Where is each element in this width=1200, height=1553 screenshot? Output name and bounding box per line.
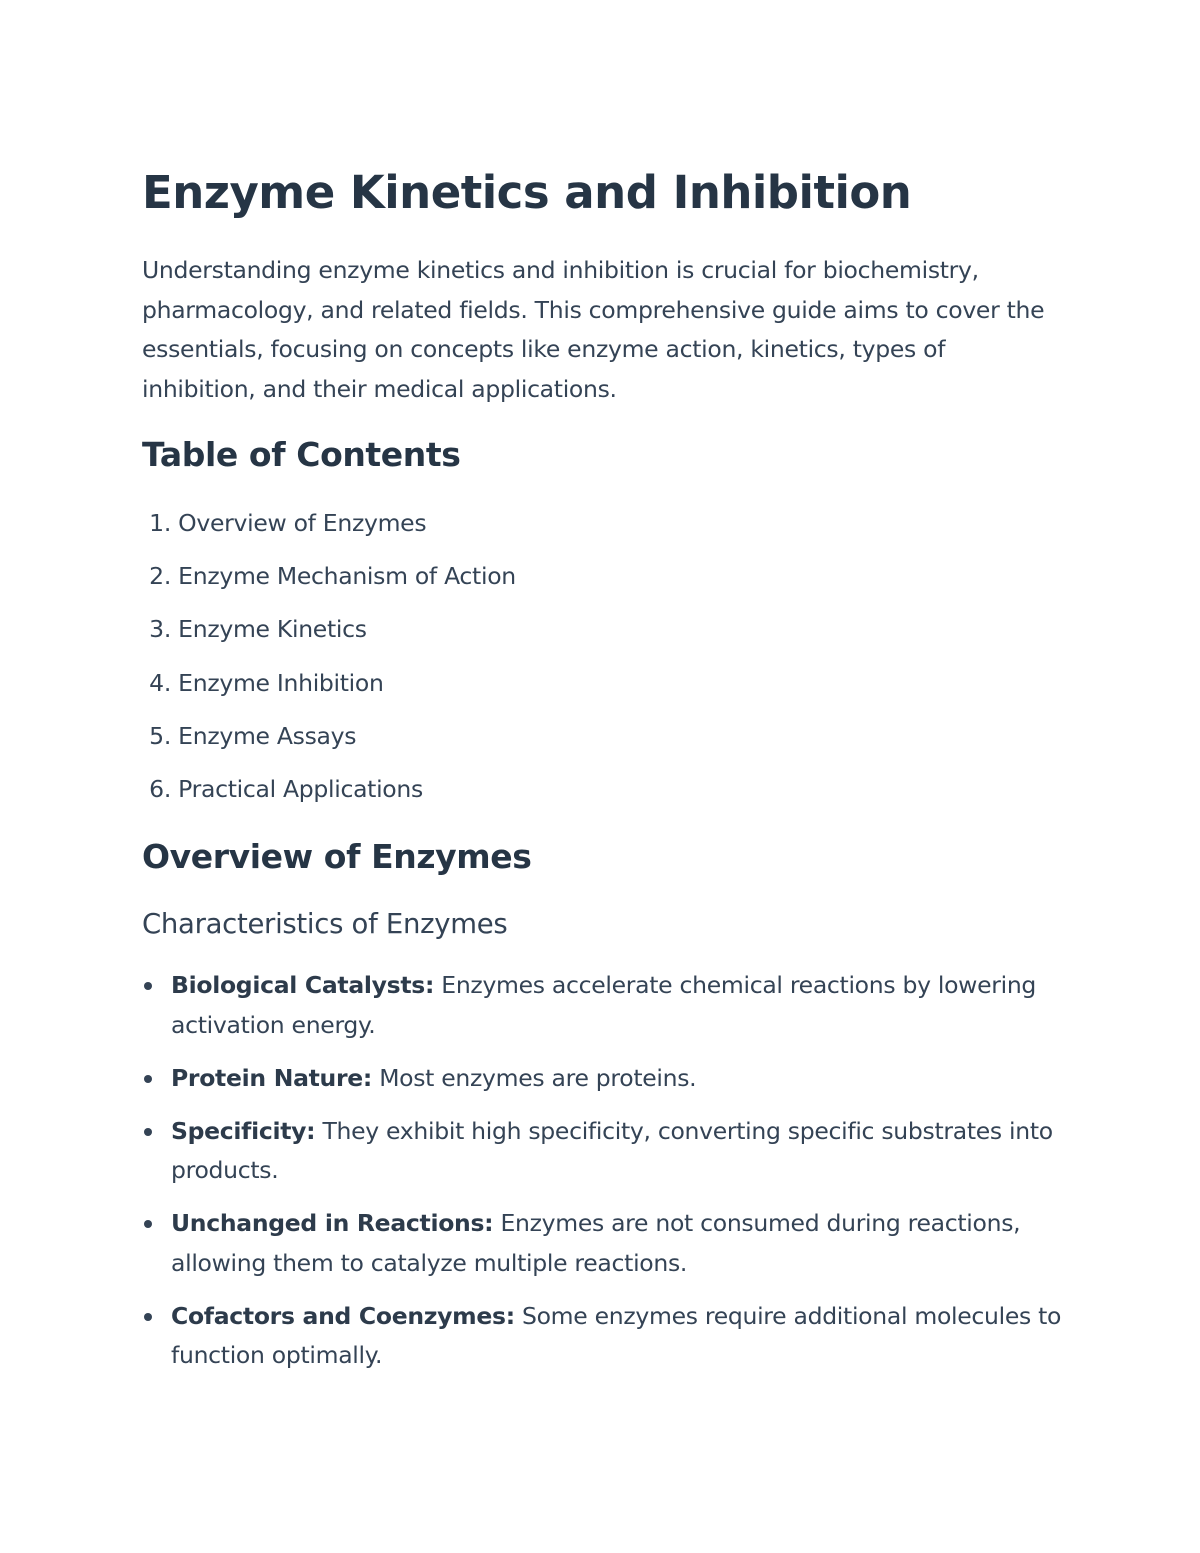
toc-item-number: 3. [149, 615, 171, 644]
list-item [142, 966, 1062, 1045]
list-item-term: Protein Nature: [171, 1063, 373, 1092]
bullet-icon [144, 1075, 152, 1083]
list-item-term: Unchanged in Reactions: [171, 1209, 494, 1237]
toc-item[interactable] [142, 771, 516, 824]
list-item [142, 1297, 1062, 1376]
table-of-contents [142, 505, 516, 824]
characteristics-subheading: Characteristics of Enzymes [142, 908, 508, 940]
document-title: Enzyme Kinetics and Inhibition [142, 166, 912, 219]
bullet-icon [144, 1313, 152, 1321]
toc-item-label: Practical Applications [178, 774, 423, 803]
toc-item-label: Enzyme Kinetics [178, 615, 367, 644]
list-item-text: They exhibit high specificity, converting specific substrates into products. [171, 1116, 1053, 1184]
list-item-term: Biological Catalysts: [171, 971, 435, 999]
overview-heading: Overview of Enzymes [142, 837, 532, 876]
toc-item-number: 1. [149, 509, 171, 537]
list-item-text: Some enzymes require additional molecules to function optimally. [171, 1301, 1062, 1369]
list-item [142, 1112, 1062, 1191]
toc-item-label: Enzyme Mechanism of Action [178, 562, 516, 591]
list-item [142, 1204, 1062, 1283]
list-item-term: Specificity: [171, 1116, 316, 1145]
characteristics-list [142, 966, 1062, 1389]
toc-item[interactable] [142, 505, 516, 558]
intro-paragraph: Understanding enzyme kinetics and inhibition is crucial for biochemistry, pharmacology, and related fields. This comprehensive guide aims to cover the essentials, focusing on concepts like enzyme action, kinetics, types of inhibition, and their medical applications. [142, 256, 1045, 403]
list-item [142, 1059, 1062, 1099]
toc-heading: Table of Contents [142, 435, 461, 474]
toc-item-number: 6. [149, 774, 171, 803]
list-item-term: Cofactors and Coenzymes: [171, 1301, 515, 1330]
toc-item[interactable] [142, 665, 516, 718]
bullet-icon [144, 982, 152, 990]
bullet-icon [144, 1220, 152, 1228]
toc-item[interactable] [142, 718, 516, 771]
toc-item-label: Enzyme Assays [178, 721, 357, 750]
bullet-icon [144, 1128, 152, 1136]
toc-item-label: Overview of Enzymes [178, 509, 427, 537]
toc-item-number: 4. [149, 668, 171, 697]
list-item-text: Most enzymes are proteins. [379, 1063, 697, 1092]
toc-item[interactable] [142, 611, 516, 664]
toc-item-number: 2. [149, 562, 171, 591]
list-item-text: Enzymes are not consumed during reactions, allowing them to catalyze multiple reactions. [171, 1209, 1021, 1277]
toc-item-label: Enzyme Inhibition [178, 668, 384, 697]
toc-item-number: 5. [149, 721, 171, 750]
list-item-text: Enzymes accelerate chemical reactions by lowering activation energy. [171, 971, 1037, 1039]
toc-item[interactable] [142, 558, 516, 611]
